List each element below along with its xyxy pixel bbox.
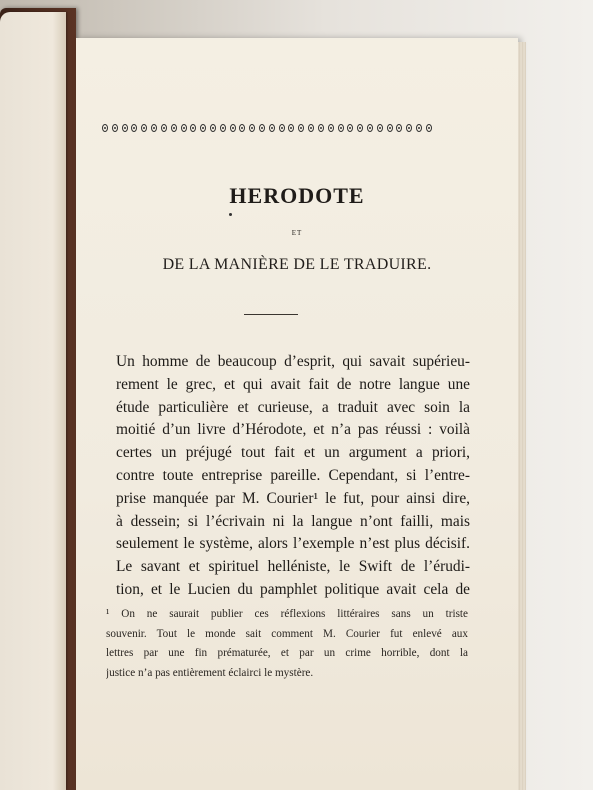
ornament-glyph xyxy=(338,124,344,132)
body-line: tion, et le Lucien du pamphlet politique avait cela de xyxy=(116,580,470,598)
ornament-glyph xyxy=(259,124,265,132)
ornament-glyph xyxy=(298,124,304,132)
ornament-glyph xyxy=(200,124,206,132)
ornament-glyph xyxy=(387,124,393,132)
footnote-line: ¹ On ne saurait publier ces réflexions littéraires sans un triste xyxy=(106,608,468,620)
ornament-glyph xyxy=(269,124,275,132)
ornament-glyph xyxy=(406,124,412,132)
header-ornament xyxy=(102,122,432,134)
ornament-glyph xyxy=(122,124,128,132)
ornament-glyph xyxy=(396,124,402,132)
body-line: certes un préjugé tout fait et un argument a priori, xyxy=(116,444,470,462)
page-subtitle: DE LA MANIÈRE DE LE TRADUIRE. xyxy=(162,256,432,273)
ornament-glyph xyxy=(328,124,334,132)
title-connector: ET xyxy=(291,229,303,237)
ornament-glyph xyxy=(151,124,157,132)
ornament-glyph xyxy=(416,124,422,132)
ornament-glyph xyxy=(112,124,118,132)
ornament-glyph xyxy=(279,124,285,132)
ornament-glyph xyxy=(377,124,383,132)
body-line: prise manquée par M. Courier¹ le fut, pour ainsi dire, xyxy=(116,489,470,507)
footnote-line: souvenir. Tout le monde sait comment M. Courier fut enlevé aux xyxy=(106,627,468,640)
ornament-glyph xyxy=(161,124,167,132)
ornament-glyph xyxy=(288,124,294,132)
footnote-line: justice n’a pas entièrement éclairci le mystère. xyxy=(106,666,314,679)
ornament-glyph xyxy=(367,124,373,132)
ornament-glyph xyxy=(181,124,187,132)
body-line: Le savant et spirituel helléniste, le Swift de l’érudi- xyxy=(116,558,470,576)
ornament-glyph xyxy=(220,124,226,132)
body-text xyxy=(116,351,470,602)
title-rule xyxy=(244,314,298,315)
body-line: contre toute entreprise pareille. Cependant, si l’entre- xyxy=(116,466,470,484)
ornament-glyph xyxy=(141,124,147,132)
ornament-glyph xyxy=(308,124,314,132)
ornament-glyph xyxy=(318,124,324,132)
body-line: moitié d’un livre d’Hérodote, et n’a pas réussi : voilà xyxy=(116,421,470,439)
ornament-glyph xyxy=(239,124,245,132)
page-edges xyxy=(518,42,526,790)
title-dot xyxy=(229,213,232,216)
ornament-glyph xyxy=(190,124,196,132)
ornament-glyph xyxy=(347,124,353,132)
ornament-glyph xyxy=(171,124,177,132)
ornament-glyph xyxy=(210,124,216,132)
footnote-line: lettres par une fin prématurée, et par un crime horrible, dont la xyxy=(106,647,468,660)
footnote xyxy=(106,605,468,683)
body-line: seulement le système, alors l’exemple n’est plus décisif. xyxy=(116,535,470,553)
body-line: rement le grec, et qui avait fait de notre langue une xyxy=(116,375,470,393)
ornament-glyph xyxy=(249,124,255,132)
body-line: Un homme de beaucoup d’esprit, qui savait supérieu- xyxy=(116,353,470,370)
ornament-glyph xyxy=(426,124,432,132)
ornament-glyph xyxy=(357,124,363,132)
page-title: HERODOTE xyxy=(229,183,365,208)
body-line: étude particulière et curieuse, a traduit avec soin la xyxy=(116,398,470,416)
left-flyleaf xyxy=(0,12,66,790)
ornament-glyph xyxy=(102,124,108,132)
ornament-glyph xyxy=(131,124,137,132)
ornament-glyph xyxy=(230,124,236,132)
body-line: à dessein; si l’écrivain ni la langue n’ont failli, mais xyxy=(116,512,470,530)
